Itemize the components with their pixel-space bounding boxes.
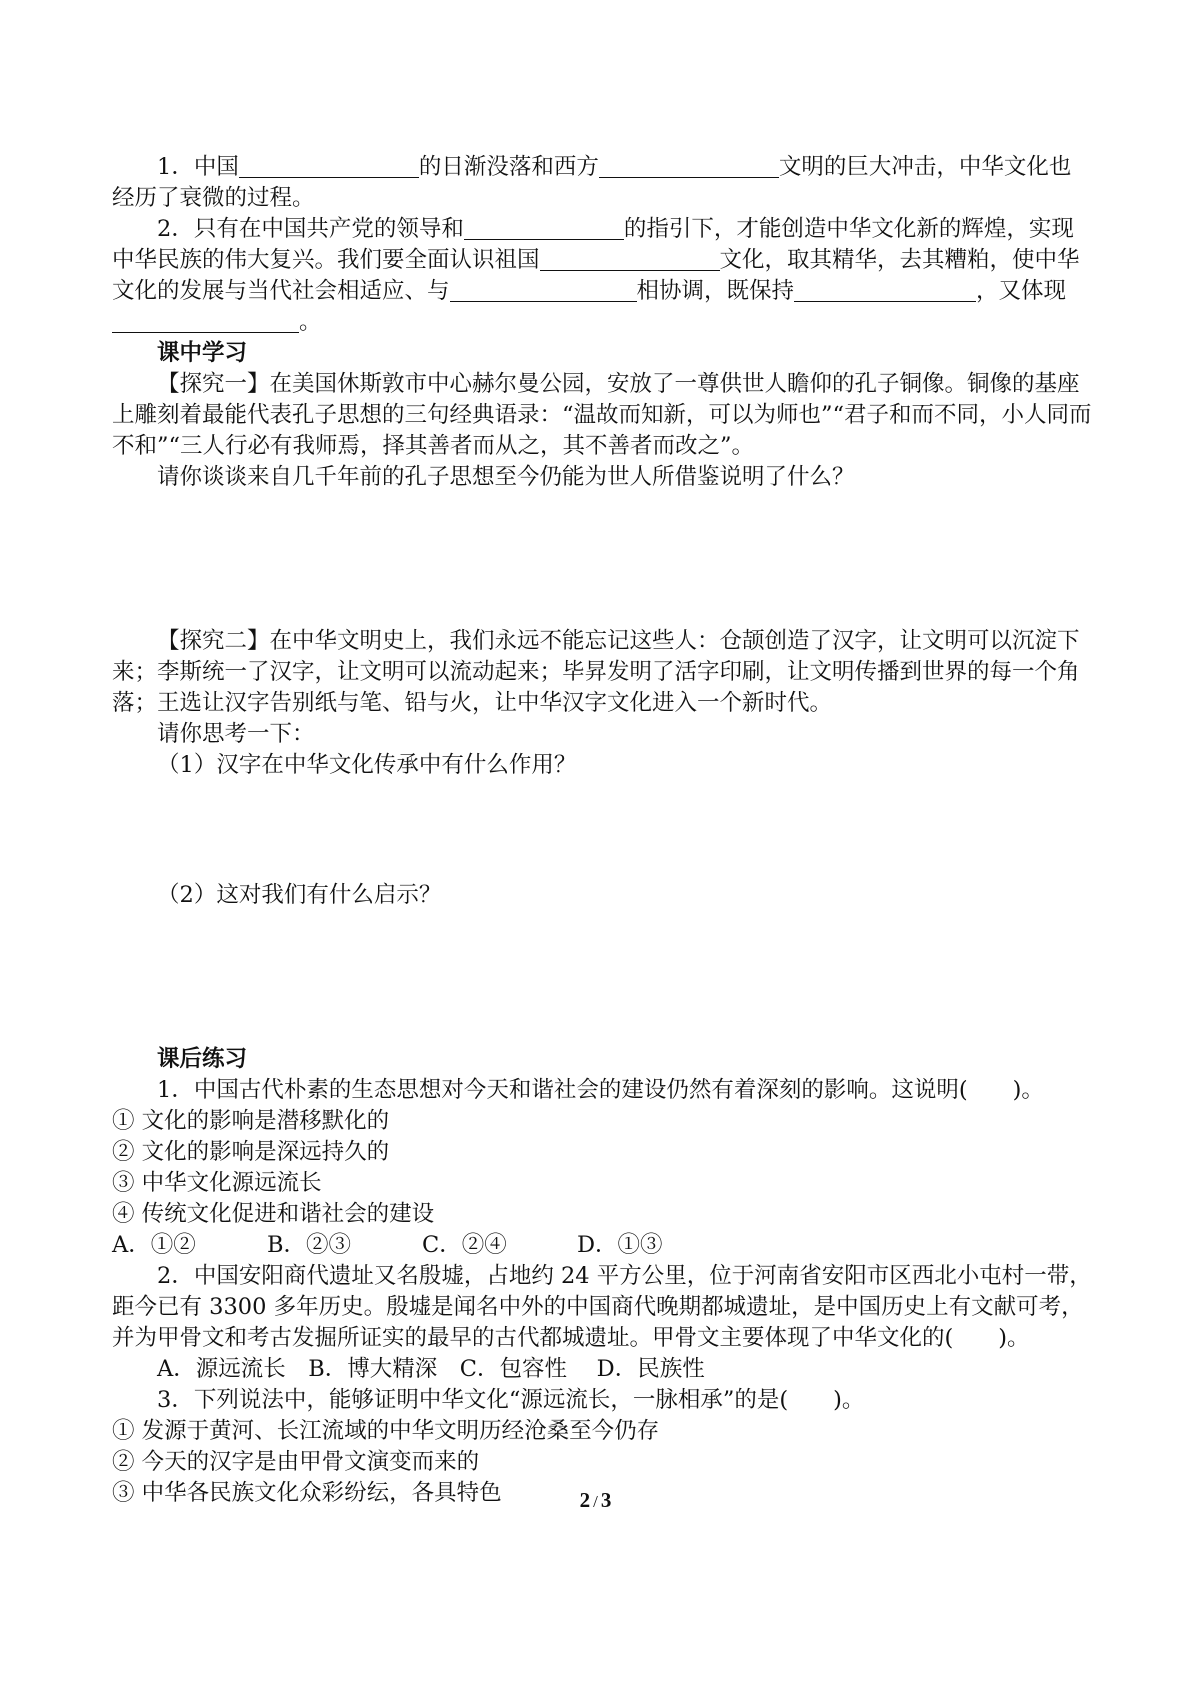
fill-blank (540, 248, 720, 271)
fill-blank (239, 155, 419, 178)
text-span: 1．中国 (157, 154, 239, 180)
explore-1-question: 请你谈谈来自几千年前的孔子思想至今仍能为世人所借鉴说明了什么？ (157, 464, 855, 490)
fill-blank (794, 279, 859, 302)
option-b: B．②③ (267, 1232, 352, 1258)
text-span: 2．只有在中国共产党的领导和 (157, 216, 464, 242)
page-separator: / (593, 1492, 598, 1511)
text-span: 文化，取其精华，去其糟粕，使中华文化的发展与当代社会相适应、与 (112, 247, 1080, 304)
section-heading-after: 课后练习 (157, 1046, 248, 1072)
page-total: 3 (600, 1488, 612, 1512)
page-content (112, 152, 1092, 1509)
text-span: 的指引下，才能创造中华文化新的辉煌，实现中华民族的伟大复兴。我们要全面认识祖国 (112, 216, 1074, 273)
exercise-2-options: A．源远流长 B．博大精深 C．包容性 D．民族性 (157, 1356, 705, 1382)
exercise-1-options (112, 1230, 1092, 1261)
exercise-3-item: ① 发源于黄河、长江流域的中华文明历经沧桑至今仍存 (112, 1418, 660, 1444)
exercise-3: 3．下列说法中，能够证明中华文化“源远流长，一脉相承”的是( )。 (157, 1387, 865, 1413)
exercise-1-item: ① 文化的影响是潜移默化的 (112, 1108, 390, 1134)
explore-2-question-1: （1）汉字在中华文化传承中有什么作用？ (157, 752, 577, 778)
section-heading-class: 课中学习 (157, 340, 248, 366)
exercise-3-item: ② 今天的汉字是由甲骨文演变而来的 (112, 1449, 480, 1475)
explore-1-text: 【探究一】在美国休斯敦市中心赫尔曼公园，安放了一尊供世人瞻仰的孔子铜像。铜像的基座上雕刻着最能代表孔子思想的三句经典语录：“温故而知新，可以为师也”“君子和而不同，小人同而不和”“三人行必有我师焉，择其善者而从之，其不善者而改之”。 (112, 371, 1092, 459)
option-a: A．①② (112, 1232, 196, 1258)
option-c: C．②④ (422, 1232, 507, 1258)
pre-question-1 (112, 152, 1092, 214)
exercise-1-item: ③ 中华文化源远流长 (112, 1170, 322, 1196)
fill-blank (450, 279, 637, 302)
fill-blank (112, 310, 299, 333)
option-d: D．①③ (577, 1232, 663, 1258)
exercise-1-item: ④ 传统文化促进和谐社会的建设 (112, 1201, 435, 1227)
text-span: 的日渐没落和西方 (418, 154, 599, 180)
answer-space (112, 911, 1092, 1044)
exercise-1-item: ② 文化的影响是深远持久的 (112, 1139, 390, 1165)
fill-blank (599, 155, 779, 178)
answer-space (112, 493, 1092, 626)
pre-question-2 (112, 214, 1092, 338)
fill-blank (859, 279, 976, 302)
text-span: 文明的巨大冲击，中华文化也经历了衰微的过程。 (112, 154, 1072, 211)
page-number (0, 1488, 1191, 1513)
explore-2-prompt: 请你思考一下： (157, 721, 315, 747)
answer-space (112, 781, 1092, 880)
exercise-1: 1．中国古代朴素的生态思想对今天和谐社会的建设仍然有着深刻的影响。这说明( )。 (157, 1077, 1044, 1103)
explore-2-question-2: （2）这对我们有什么启示？ (157, 882, 442, 908)
text-span: 相协调，既保持 (636, 278, 795, 304)
exercise-3-item: ③ 中华各民族文化众彩纷纭，各具特色 (112, 1480, 502, 1506)
text-span: ，又体现 (976, 278, 1067, 304)
exercise-2: 2．中国安阳商代遗址又名殷墟，占地约 24 平方公里，位于河南省安阳市区西北小屯村一带，距今已有 3300 多年历史。殷墟是闻名中外的中国商代晚期都城遗址，是中国历史上有文献可考，并为甲骨文和考古发掘所证实的最早的古代都城遗址。甲骨文主要体现了中华文化的( )。 (112, 1263, 1092, 1351)
explore-2-text: 【探究二】在中华文明史上，我们永远不能忘记这些人：仓颉创造了汉字，让文明可以沉淀下来；李斯统一了汉字，让文明可以流动起来；毕昇发明了活字印刷，让文明传播到世界的每一个角落；王选让汉字告别纸与笔、铅与火，让中华汉字文化进入一个新时代。 (112, 628, 1080, 716)
text-span: 。 (299, 309, 322, 335)
page-current: 2 (579, 1488, 591, 1512)
fill-blank (464, 217, 624, 240)
